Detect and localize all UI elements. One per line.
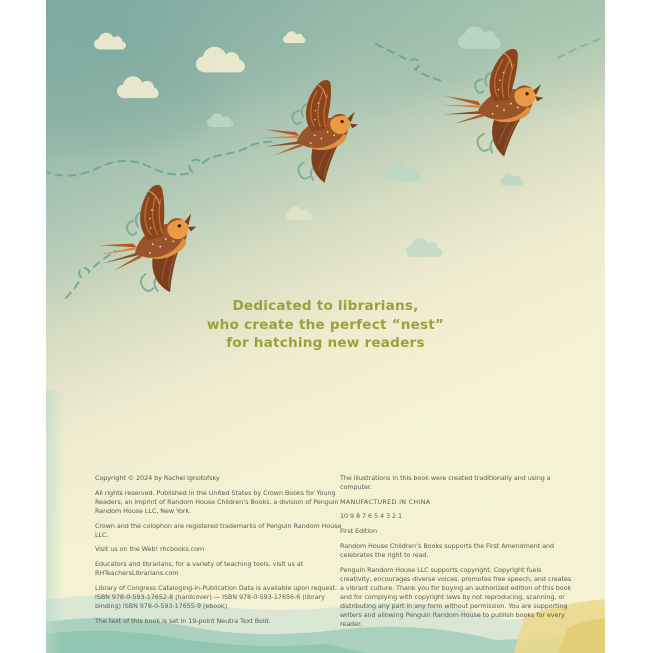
colophon-paragraph: The text of this book is set in 19-point Neutra Text Bold.	[95, 616, 271, 625]
colophon-paragraph: Random House Children’s Books supports the First Amendment and celebrates the right to read.	[340, 541, 554, 559]
colophon-paragraph: Penguin Random House LLC supports copyright. Copyright fuels creativity, encourages diverse voices, promotes free speech, and creates a vibrant culture. Thank you for buying an authorized edition of this book and for complying with copyright laws by not reproducing, scanning, or distributing any part in any form without permission. You are supporting writers and allowing Penguin Random House to publish books for every reader.	[340, 565, 572, 629]
colophon-paragraph: MANUFACTURED IN CHINA	[340, 497, 431, 506]
colophon-paragraph: Crown and the colophon are registered trademarks of Penguin Random House LLC.	[95, 521, 342, 539]
colophon-paragraph: Copyright © 2024 by Rachel Ignotofsky	[95, 474, 220, 482]
colophon-paragraph: 10 9 8 7 6 5 4 3 2 1	[340, 512, 403, 521]
colophon-right-column	[340, 474, 572, 635]
colophon-paragraph: The illustrations in this book were created traditionally and using a computer.	[340, 474, 551, 492]
dedication-text	[46, 297, 605, 353]
colophon-paragraph: First Edition	[340, 527, 377, 536]
colophon-paragraph: Visit us on the Web! rhcbooks.com	[95, 545, 205, 554]
dedication-line: for hatching new readers	[226, 335, 425, 351]
book-page	[46, 0, 605, 653]
dedication-line: Dedicated to librarians,	[232, 298, 419, 314]
colophon-paragraph: All rights reserved. Published in the United States by Crown Books for Young Readers, an imprint of Random House Children’s Books, a division of Penguin Random House LLC, New York.	[95, 488, 339, 515]
colophon-paragraph: Educators and librarians, for a variety of teaching tools, visit us at RHTeachersLibrarians.com	[95, 560, 304, 578]
dedication-line: who create the perfect “nest”	[206, 316, 445, 333]
colophon-paragraph: Library of Congress Cataloging-in-Publication Data is available upon request. ISBN 978-0-593-17652-8 (hardcover) — ISBN 978-0-593-17656-6 (library binding) ISBN 978-0-593-17655-9 (ebook)	[95, 583, 337, 610]
colophon-left-column	[95, 474, 345, 631]
